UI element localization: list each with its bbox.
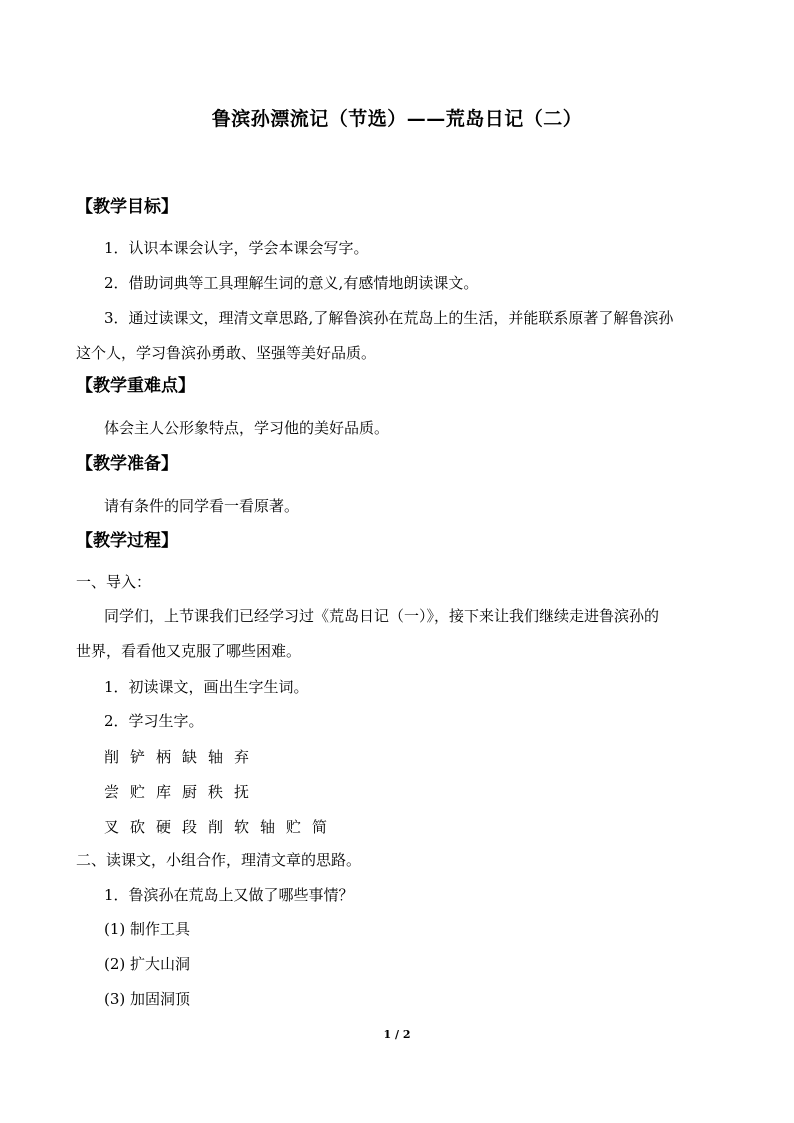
char: 抚 <box>234 783 250 801</box>
char: 叉 <box>104 818 120 836</box>
char: 简 <box>312 818 328 836</box>
char: 贮 <box>286 818 302 836</box>
char: 硬 <box>156 818 172 836</box>
char: 段 <box>182 818 198 836</box>
char-row-3 <box>104 816 338 837</box>
char: 秩 <box>208 783 224 801</box>
char: 铲 <box>130 748 146 766</box>
part1-title: 一、导入： <box>76 573 152 591</box>
preparation-text: 请有条件的同学看一看原著。 <box>104 497 300 515</box>
part1-intro-line-1: 同学们，上节课我们已经学习过《荒岛日记（一）》，接下来让我们继续走进鲁滨孙的 <box>104 607 660 625</box>
page-number: 1 / 2 <box>383 1028 411 1041</box>
key-points-text: 体会主人公形象特点，学习他的美好品质。 <box>104 419 390 437</box>
char: 尝 <box>104 783 120 801</box>
char: 轴 <box>260 818 276 836</box>
char: 缺 <box>182 748 198 766</box>
char: 贮 <box>130 783 146 801</box>
char: 厨 <box>182 783 198 801</box>
goal-item-3-continued: 这个人，学习鲁滨孙勇敢、坚强等美好品质。 <box>76 344 377 362</box>
heading-key-points: 【教学重难点】 <box>76 376 195 396</box>
answer-item-1: (1) 制作工具 <box>104 920 191 938</box>
char: 弃 <box>234 748 250 766</box>
char: 库 <box>156 783 172 801</box>
heading-process: 【教学过程】 <box>76 531 178 551</box>
goal-item-1: 1．认识本课会认字，学会本课会写字。 <box>104 239 369 257</box>
part2-question: 1．鲁滨孙在荒岛上又做了哪些事情？ <box>104 886 354 904</box>
heading-preparation: 【教学准备】 <box>76 454 178 474</box>
goal-item-2: 2．借助词典等工具理解生词的意义,有感情地朗读课文。 <box>104 274 479 292</box>
char: 削 <box>104 748 120 766</box>
answer-item-3: (3) 加固洞顶 <box>104 990 191 1008</box>
char: 柄 <box>156 748 172 766</box>
char: 削 <box>208 818 224 836</box>
document-title: 鲁滨孙漂流记（节选）——荒岛日记（二） <box>211 108 583 130</box>
part1-step-1: 1．初读课文，画出生字生词。 <box>104 678 309 696</box>
answer-item-2: (2) 扩大山洞 <box>104 955 191 973</box>
char: 轴 <box>208 748 224 766</box>
part2-title: 二、读课文，小组合作，理清文章的思路。 <box>76 851 362 869</box>
char-row-2 <box>104 781 260 802</box>
char-row-1 <box>104 746 260 767</box>
char: 砍 <box>130 818 146 836</box>
goal-item-3: 3．通过读课文，理清文章思路,了解鲁滨孙在荒岛上的生活，并能联系原著了解鲁滨孙 <box>104 309 674 327</box>
part1-intro-line-2: 世界，看看他又克服了哪些困难。 <box>76 642 302 660</box>
heading-teaching-goals: 【教学目标】 <box>76 197 178 217</box>
part1-step-2: 2．学习生字。 <box>104 712 204 730</box>
char: 软 <box>234 818 250 836</box>
